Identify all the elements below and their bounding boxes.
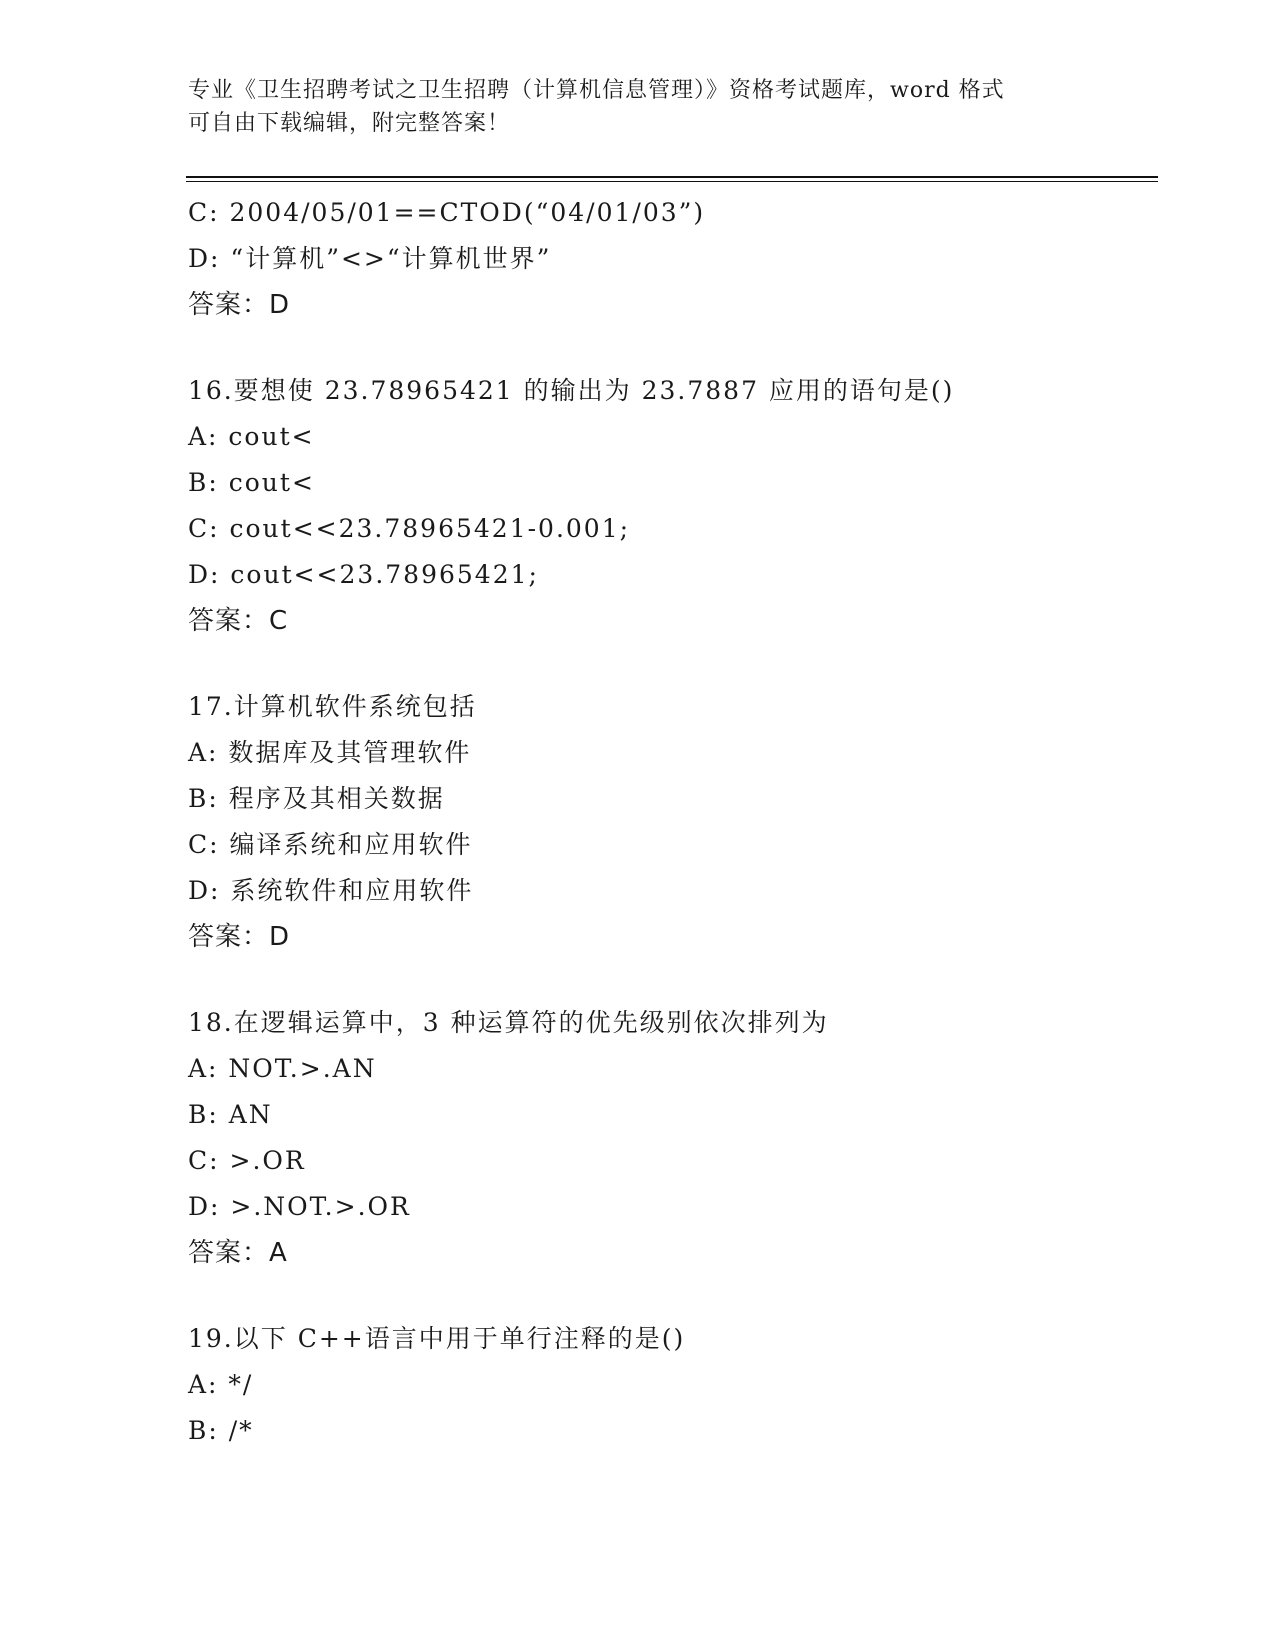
- answer-line: 答案：D: [188, 290, 291, 320]
- option-d: D: 系统软件和应用软件: [188, 876, 474, 905]
- option-a: A: NOT.>.AN: [188, 1054, 377, 1083]
- option-d: D: cout<<23.78965421;: [188, 560, 539, 589]
- question-block: [188, 684, 1148, 960]
- option-b: B: /*: [188, 1416, 254, 1445]
- question-list: [188, 190, 1148, 1454]
- answer-line: 答案：A: [188, 1238, 288, 1268]
- option-d: D: >.NOT.>.OR: [188, 1192, 411, 1221]
- option-a: A: cout<: [188, 422, 315, 451]
- option-a: A: */: [188, 1370, 254, 1399]
- option-c: C: >.OR: [188, 1146, 306, 1175]
- option-d: D: “计算机”<>“计算机世界”: [188, 244, 552, 273]
- option-c: C: 编译系统和应用软件: [188, 830, 473, 859]
- question-text: 18.在逻辑运算中，3 种运算符的优先级别依次排列为: [188, 1008, 829, 1037]
- header-rule-thin: [186, 181, 1158, 182]
- question-block: [188, 1000, 1148, 1276]
- question-block: [188, 1316, 1148, 1454]
- option-b: B: cout<: [188, 468, 315, 497]
- question-text: 19.以下 C++语言中用于单行注释的是(): [188, 1324, 686, 1353]
- header-line-1: 专业《卫生招聘考试之卫生招聘（计算机信息管理）》资格考试题库，word 格式: [188, 78, 1005, 103]
- option-a: A: 数据库及其管理软件: [188, 738, 472, 767]
- answer-line: 答案：C: [188, 606, 289, 636]
- question-text: 17.计算机软件系统包括: [188, 692, 477, 721]
- option-c: C: cout<<23.78965421-0.001;: [188, 514, 631, 543]
- answer-line: 答案：D: [188, 922, 291, 952]
- header-line-2: 可自由下载编辑，附完整答案！: [188, 111, 511, 136]
- question-block: [188, 368, 1148, 644]
- option-b: B: 程序及其相关数据: [188, 784, 445, 813]
- option-b: B: AN: [188, 1100, 273, 1129]
- page-header: [188, 74, 1068, 140]
- question-text: 16.要想使 23.78965421 的输出为 23.7887 应用的语句是(): [188, 376, 955, 405]
- question-block: [188, 190, 1148, 328]
- option-c: C: 2004/05/01==CTOD(“04/01/03”): [188, 198, 706, 227]
- header-rule-thick: [186, 176, 1158, 178]
